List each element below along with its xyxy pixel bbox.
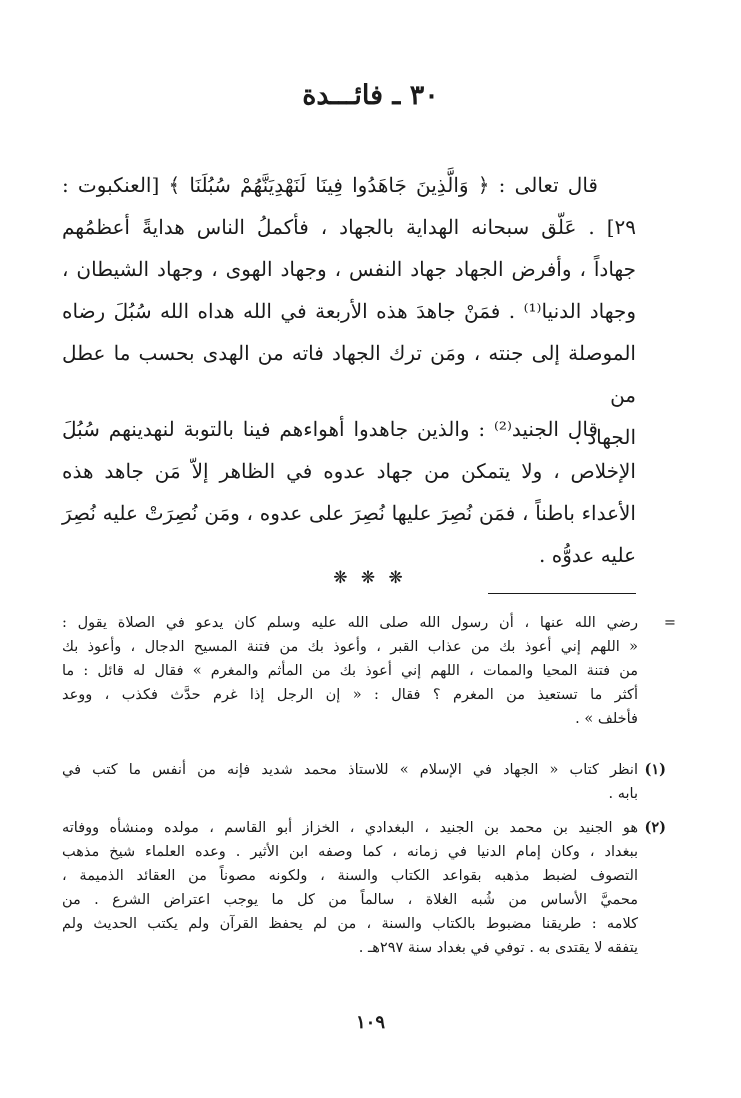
paragraph-1-line: الموصلة إلى جنته ، ومَن ترك الجهاد فاته من الهدى بحسب ما عطل من [62,341,636,407]
footnote-1-marker: (١) [644,761,666,778]
section-title: ٣٠ ـ فائـــدة [302,80,439,111]
paragraph-2-line: عليه عدوُّه . [539,543,636,567]
footnote-line: هو الجنيد بن محمد بن الجنيد ، البغدادي ، الخزاز أبو القاسم ، مولده ومنشأه ووفاته [62,820,638,836]
footnote-1 [62,758,666,806]
paragraph-1-line: الجهاد . [574,425,636,449]
footnote-line: أكثر ما تستعيذ من المغرم ؟ فقال : « إن الرجل إذا غرم حدَّث فكذب ، ووعد [62,687,638,703]
footnote-line: محميَّ الأساس من شُبه الغلاة ، سالماً من كل ما يوجب اعتراض الشرع . من [62,892,638,908]
paragraph-2 [62,408,636,576]
footnote-line: كلامه : طريقنا مضبوط بالكتاب والسنة ، من لم يحفظ القرآن ولم يكتب الحديث ولم [62,916,638,932]
paragraph-1-line: ٢٩] . عَلّق سبحانه الهداية بالجهاد ، فأكملُ الناس هدايةً أعظمُهم [62,215,636,239]
continuation-marker: = [663,615,676,631]
footnote-divider [488,593,636,594]
footnote-line: التصوف لضبط مذهبه بقواعد الكتاب والسنة ، ولكونه مصوناً من العقائد الذميمة ، [62,868,638,884]
footnote-line: يتفقه لا يقتدى به . توفي في بغداد سنة ٢٩٧هـ . [358,940,638,956]
section-separator: ❋ ❋ ❋ [333,568,407,588]
paragraph-2-line: الإخلاص ، ولا يتمكن من جهاد عدوه في الظاهر إلاّ مَن جاهد هذه [62,459,636,483]
footnote-line: انظر كتاب « الجهاد في الإسلام » للاستاذ محمد شديد فإنه من أنفس ما كتب في [62,762,638,778]
footnote-2-marker: (٢) [644,819,666,836]
footnote-line: فأخلف » . [575,711,638,727]
paragraph-1-line: قال تعالى : ﴿ وَالَّذِينَ جَاهَدُوا فِينَا لَنَهْدِيَنَّهُمْ سُبُلَنَا ﴾ [العنكبوت : [62,173,598,197]
paragraph-1-line: وجهاد الدنيا⁽¹⁾ . فمَنْ جاهدَ هذه الأربعة في الله هداه الله سُبُلَ رضاه [62,299,636,323]
paragraph-2-line: قال الجنيد⁽²⁾ : والذين جاهدوا أهواءهم فينا بالتوبة لنهدينهم سُبُلَ [62,417,598,441]
footnote-line: ببغداد ، وكان إمام الدنيا في زمانه ، كما وصفه ابن الأثير . وعده العلماء شيخ مذهب [62,844,638,860]
footnote-2 [62,816,666,960]
footnote-continuation [62,611,676,731]
page-number: ١٠٩ [355,1012,385,1033]
footnote-line: رضي الله عنها ، أن رسول الله صلى الله عليه وسلم كان يدعو في الصلاة يقول : [62,615,638,631]
footnote-line: « اللهم إني أعوذ بك من عذاب القبر ، وأعوذ بك من فتنة المسيح الدجال ، وأعوذ بك [62,639,638,655]
paragraph-2-line: الأعداء باطناً ، فمَن نُصِرَ عليها نُصِرَ على عدوه ، ومَن نُصِرَتْ عليه نُصِرَ [62,501,636,525]
paragraph-1-line: جهاداً ، وأفرض الجهاد جهاد النفس ، وجهاد الهوى ، وجهاد الشيطان ، [62,257,636,281]
footnote-line: بابه . [608,786,638,802]
footnote-line: من فتنة المحيا والممات ، اللهم إني أعوذ بك من المأثم والمغرم » فقال له قائل : ما [62,663,638,679]
